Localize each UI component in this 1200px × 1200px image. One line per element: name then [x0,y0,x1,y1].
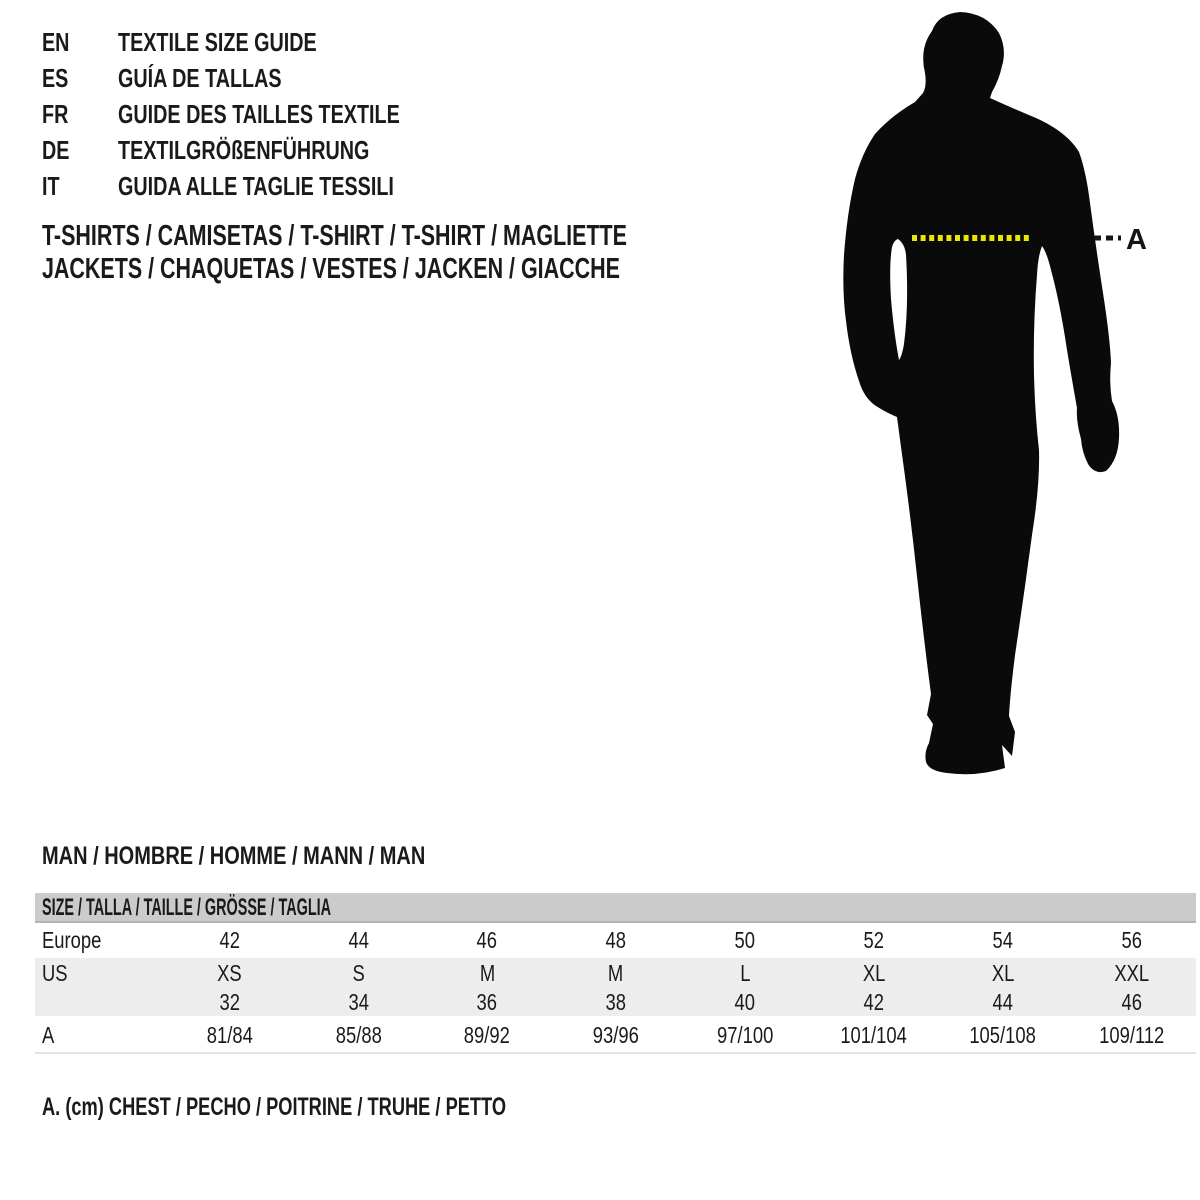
cell-text: 93/96 [593,1022,640,1048]
row-label [35,923,165,958]
cell-text: 85/88 [335,1022,382,1048]
category-line-jackets [42,253,833,286]
cell-text: XS [217,960,242,986]
language-code: DE [42,135,70,165]
cell-text: 36 [476,989,498,1015]
table-cell [423,958,552,989]
section-title [42,843,521,869]
table-cell [1067,989,1196,1016]
table-cell [809,923,938,958]
category-line-tshirts-text: T-SHIRTS / CAMISETAS / T-SHIRT / T-SHIRT / MAGLIETTE [42,220,627,252]
table-cell [681,1016,810,1054]
size-table-header [35,893,1196,923]
man-figure [820,3,1200,803]
man-silhouette-shape [843,12,1119,774]
language-guide [42,24,489,204]
language-title: TEXTILE SIZE GUIDE [118,27,317,57]
cell-text: XL [991,960,1014,986]
row-label-text: A [42,1022,55,1048]
table-cell [552,989,681,1016]
table-cell [1067,923,1196,958]
table-cell [1067,958,1196,989]
category-block [42,220,833,286]
cell-text: 105/108 [969,1022,1036,1048]
cell-text: 109/112 [1098,1022,1165,1048]
cell-text: M [479,960,495,986]
footnote [42,1094,678,1120]
language-code: ES [42,63,69,93]
man-silhouette [820,3,1200,803]
cell-text: 81/84 [206,1022,253,1048]
cell-text: 42 [219,927,240,953]
cell-text: 44 [348,927,369,953]
cell-text: 54 [992,927,1013,953]
row-label [35,1016,165,1054]
table-cell [938,1016,1067,1054]
category-line-jackets-text: JACKETS / CHAQUETAS / VESTES / JACKEN / GIACCHE [42,253,620,285]
cell-text: 38 [605,989,627,1015]
cell-text: 34 [348,989,369,1015]
table-cell [809,989,938,1016]
row-label-text: US [42,960,68,986]
cell-text: 48 [605,927,627,953]
cell-text: 46 [1121,989,1142,1015]
table-cell [809,1016,938,1054]
table-cell [681,923,810,958]
language-row [42,96,489,132]
cell-text: M [608,960,624,986]
table-row-us [35,958,1196,989]
table-cell [294,1016,423,1054]
table-row-numeric [35,989,1196,1016]
cell-text: 50 [734,927,756,953]
language-title: TEXTILGRÖßENFÜHRUNG [118,135,370,165]
cell-text: 40 [734,989,756,1015]
size-table-header-text: SIZE / TALLA / TAILLE / GRÖSSE / TAGLIA [42,894,332,921]
language-row [42,168,489,204]
table-cell [165,958,294,989]
table-cell [938,958,1067,989]
measure-label-a: A [1126,224,1147,256]
cell-text: 32 [219,989,240,1015]
row-label [35,958,165,989]
language-code: IT [42,171,60,201]
cell-text: XL [862,960,886,986]
language-title: GUÍA DE TALLAS [118,63,282,93]
cell-text: 44 [992,989,1013,1015]
language-code: FR [42,99,69,129]
category-line-tshirts [42,220,833,253]
table-cell [552,958,681,989]
table-row-europe [35,923,1196,958]
table-cell [938,923,1067,958]
cell-text: XXL [1114,960,1149,986]
language-row [42,60,489,96]
cell-text: 46 [476,927,498,953]
row-label-text: Europe [42,927,102,953]
cell-text: 52 [863,927,885,953]
cell-text: 97/100 [716,1022,774,1048]
table-cell [165,923,294,958]
cell-text: 101/104 [840,1022,908,1048]
table-cell [165,1016,294,1054]
row-label [35,989,165,1016]
table-cell [423,989,552,1016]
table-cell [552,1016,681,1054]
cell-text: S [352,960,365,986]
table-cell [552,923,681,958]
cell-text: L [739,960,751,986]
size-table [35,893,1196,1054]
language-row [42,24,489,60]
table-cell [938,989,1067,1016]
cell-text: 42 [863,989,885,1015]
section-title-text: MAN / HOMBRE / HOMME / MANN / MAN [42,842,426,870]
table-cell [809,958,938,989]
table-cell [294,923,423,958]
table-cell [294,989,423,1016]
table-cell [681,958,810,989]
language-row [42,132,489,168]
table-row-chest [35,1016,1196,1054]
table-cell [165,989,294,1016]
table-cell [294,958,423,989]
table-cell [681,989,810,1016]
cell-text: 56 [1121,927,1142,953]
footnote-text: A. (cm) CHEST / PECHO / POITRINE / TRUHE / PETTO [42,1093,507,1121]
table-cell [423,923,552,958]
table-cell [423,1016,552,1054]
cell-text: 89/92 [464,1022,511,1048]
language-title: GUIDA ALLE TAGLIE TESSILI [118,171,394,201]
table-cell [1067,1016,1196,1054]
language-title: GUIDE DES TAILLES TEXTILE [118,99,400,129]
language-code: EN [42,27,70,57]
